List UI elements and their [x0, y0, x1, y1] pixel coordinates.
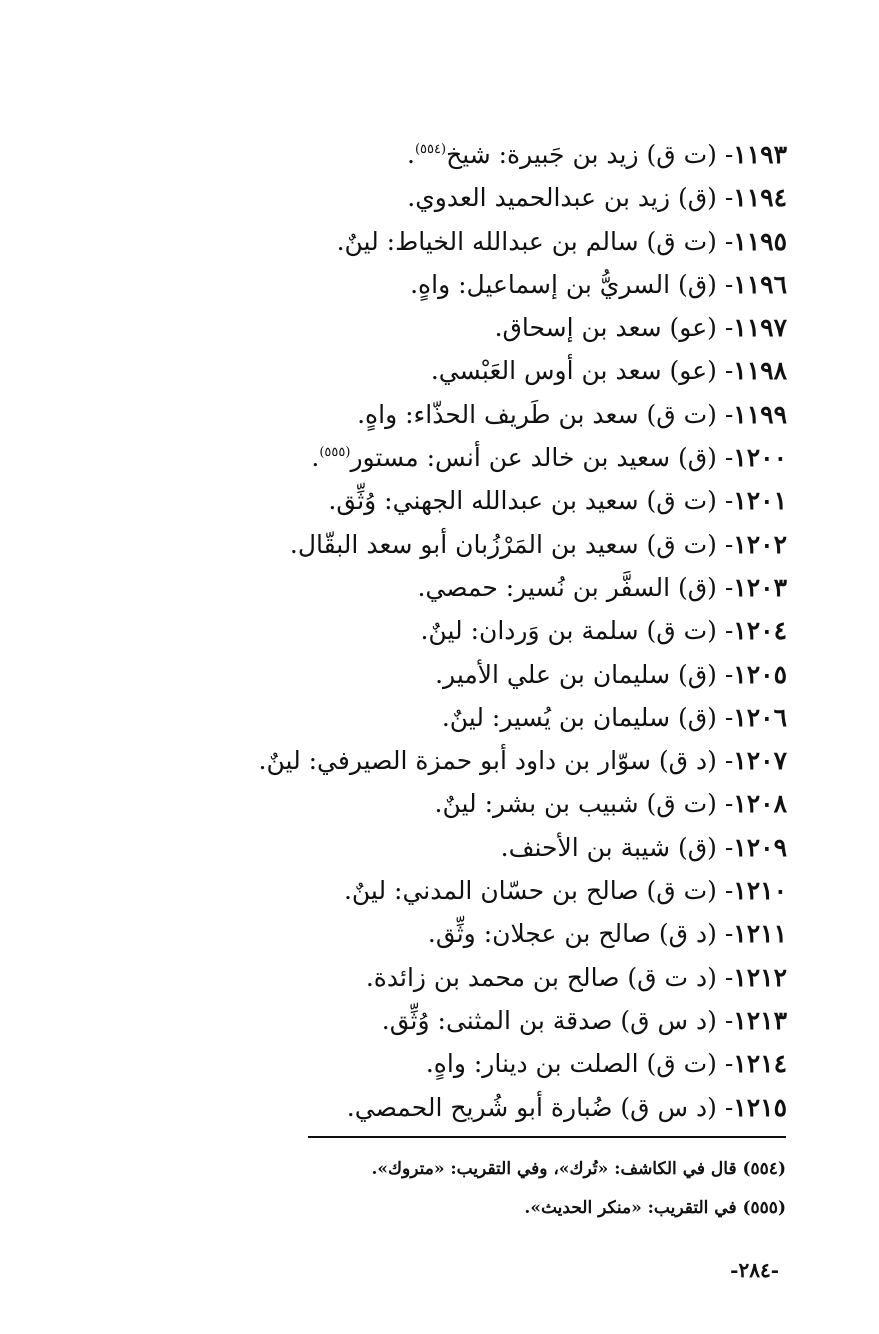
- entry: ١١٩٣- (ت ق) زيد بن جَبيرة: شيخ$^{(٥٥٤)}$.: [407, 140, 787, 169]
- entries-list: [187, 133, 787, 1129]
- page-number: -٢٨٤-: [730, 1258, 779, 1282]
- entry: ١٢١٥- (د س ق) ضُبارة أبو شُريح الحمصي.: [346, 1092, 787, 1122]
- entry: ١٢٠١- (ت ق) سعيد بن عبدالله الجهني: وُثِّق.: [328, 486, 787, 516]
- entry: ١٢٠٣- (ق) السفَّر بن نُسير: حمصي.: [417, 572, 787, 602]
- entry: ١١٩٤- (ق) زيد بن عبدالحميد العدوي.: [407, 183, 787, 213]
- entry: ١٢٠٥- (ق) سليمان بن علي الأمير.: [435, 659, 787, 689]
- entry: ١٢١٠- (ت ق) صالح بن حسّان المدني: لينٌ.: [343, 876, 787, 906]
- entry: ١٢٠٩- (ق) شيبة بن الأحنف.: [500, 832, 787, 862]
- entry: ١٢٠٨- (ت ق) شبيب بن بشر: لينٌ.: [434, 789, 787, 819]
- entry: ١١٩٧- (عو) سعد بن إسحاق.: [494, 313, 787, 343]
- entry: ١١٩٨- (عو) سعد بن أوس العَبْسي.: [430, 356, 787, 386]
- entry: ١٢٠٢- (ت ق) سعيد بن المَرْزُبان أبو سعد البقّال.: [289, 529, 787, 559]
- footnote-divider: [308, 1136, 786, 1138]
- footnote: (٥٥٤) قال في الكاشف: «تُرك»، وفي التقريب: «متروك».: [371, 1159, 786, 1179]
- footnote-ref[interactable]: (٥٥٥): [319, 445, 351, 461]
- footnote: (٥٥٥) في التقريب: «منكر الحديث».: [524, 1198, 786, 1218]
- entry: ١٢٠٠- (ق) سعيد بن خالد عن أنس: مستور$^{(٥٥٥)}$.: [311, 443, 787, 473]
- entry: ١١٩٩- (ت ق) سعد بن طَريف الحذّاء: واهٍ.: [357, 399, 787, 429]
- entry: ١٢١١- (د ق) صالح بن عجلان: وثِّق.: [427, 919, 787, 949]
- entry: ١١٩٥- (ت ق) سالم بن عبدالله الخياط: لينٌ.: [336, 226, 787, 256]
- entry: ١٢١٤- (ت ق) الصلت بن دينار: واهٍ.: [425, 1049, 787, 1079]
- entry: ١٢٠٦- (ق) سليمان بن يُسير: لينٌ.: [441, 702, 787, 732]
- entry: ١٢١٣- (د س ق) صدقة بن المثنى: وُثِّق.: [381, 1005, 787, 1035]
- entry: ١٢٠٤- (ت ق) سلمة بن وَردان: لينٌ.: [420, 616, 787, 646]
- footnotes: [186, 1150, 786, 1228]
- entry: ١١٩٦- (ق) السريُّ بن إسماعيل: واهٍ.: [410, 269, 787, 299]
- entry: ١٢١٢- (د ت ق) صالح بن محمد بن زائدة.: [365, 962, 787, 992]
- footnote-ref[interactable]: (٥٥٤): [414, 142, 447, 157]
- entry: ١٢٠٧- (د ق) سوّار بن داود أبو حمزة الصيرفي: لينٌ.: [258, 746, 787, 776]
